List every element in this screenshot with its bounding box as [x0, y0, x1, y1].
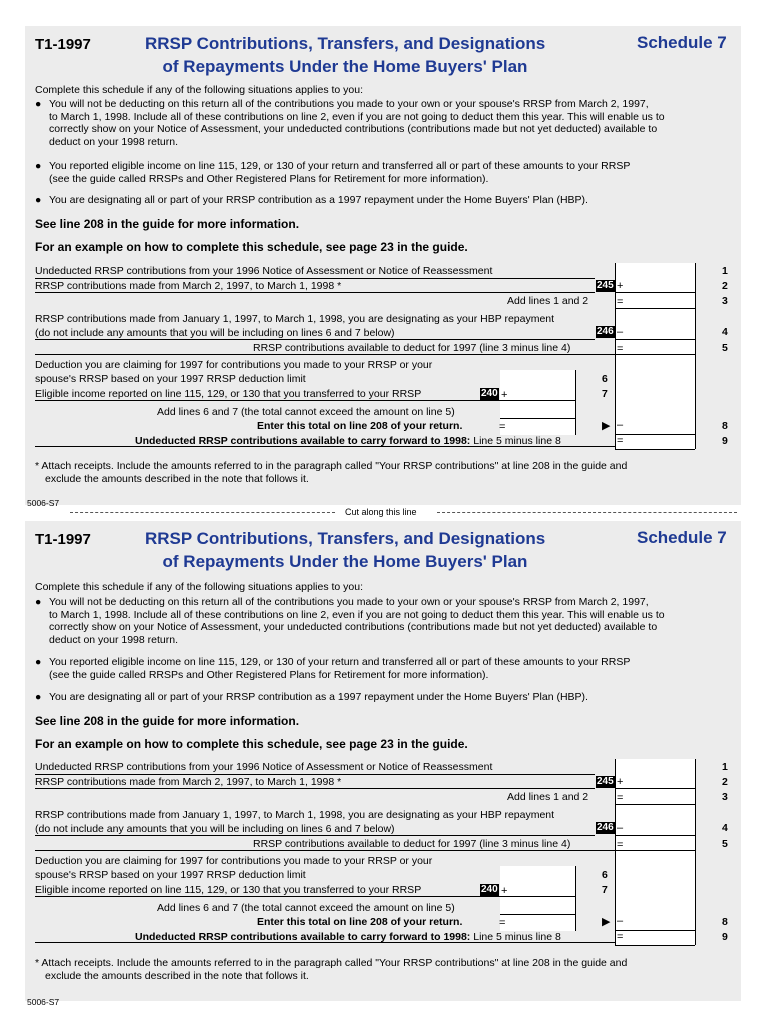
schedule-label: Schedule 7: [637, 528, 727, 547]
bullet1-line: correctly show on your Notice of Assessment, your undeducted contributions (contributions made but not yet deducted) available to: [49, 621, 658, 634]
equals-sign: =: [617, 435, 624, 447]
inner-amount-column: [500, 370, 575, 435]
line-number: 2: [722, 776, 728, 788]
form-code: 5006-S7: [27, 498, 60, 508]
plus-sign: +: [501, 389, 508, 401]
footnote-line: exclude the amounts described in the note that follows it.: [45, 472, 309, 485]
equals-sign: =: [617, 296, 624, 308]
line-code-245: 245: [597, 280, 614, 291]
line-3-label: Add lines 1 and 2: [507, 295, 589, 307]
line-number: 8: [722, 916, 728, 928]
line-code-240: 240: [481, 884, 498, 895]
line-9-label-calc: Line 5 minus line 8: [473, 435, 561, 447]
line-6-label-b: spouse's RRSP based on your 1997 RRSP deduction limit: [35, 869, 306, 881]
bullet1-line: deduct on your 1998 return.: [49, 135, 179, 148]
line-4-label-b: (do not include any amounts that you will be including on lines 6 and 7 below): [35, 823, 395, 835]
equals-sign: =: [499, 917, 506, 929]
bullet-item-3: ● You are designating all or part of your RRSP contribution as a 1997 repayment under the Home Buyers' Plan (HBP).: [35, 691, 588, 703]
line-number: 3: [722, 295, 728, 307]
bullet3-text: You are designating all or part of your RRSP contribution as a 1997 repayment under the Home Buyers' Plan (HBP).: [49, 691, 588, 703]
line-number: 4: [722, 326, 728, 338]
equals-sign: =: [617, 343, 624, 355]
line-5-label: RRSP contributions available to deduct for 1997 (line 3 minus line 4): [253, 838, 571, 850]
title-line-2: of Repayments Under the Home Buyers' Plan: [162, 552, 528, 571]
minus-sign: –: [617, 326, 624, 338]
line-4-label-a: RRSP contributions made from January 1, 1997, to March 1, 1998, you are designating as your HBP repayment: [35, 809, 555, 821]
bullet1-line: deduct on your 1998 return.: [49, 633, 179, 646]
line-9-label-bold: Undeducted RRSP contributions available to carry forward to 1998:: [135, 931, 471, 943]
line-number: 1: [722, 761, 728, 773]
line-4-label-a: RRSP contributions made from January 1, 1997, to March 1, 1998, you are designating as your HBP repayment: [35, 313, 555, 325]
line-code-245: 245: [597, 776, 614, 787]
arrow-icon: ▶: [602, 420, 611, 432]
example-heading: For an example on how to complete this schedule, see page 23 in the guide.: [35, 737, 468, 751]
line-9-label-calc: Line 5 minus line 8: [473, 931, 561, 943]
line-number: 2: [722, 280, 728, 292]
see-line-heading: See line 208 in the guide for more information.: [35, 714, 300, 728]
see-line-heading: See line 208 in the guide for more information.: [35, 217, 300, 231]
bullet2-line: You reported eligible income on line 115, 129, or 130 of your return and transferred all or part of these amounts to your RRSP: [49, 656, 631, 668]
form-id: T1-1997: [35, 36, 91, 53]
footnote-line: * Attach receipts. Include the amounts referred to in the paragraph called "Your RRSP contributions" at line 208 in the guide and: [35, 957, 628, 969]
schedule-label: Schedule 7: [637, 33, 727, 52]
line-5-label: RRSP contributions available to deduct for 1997 (line 3 minus line 4): [253, 342, 571, 354]
footnote: [35, 460, 627, 485]
inner-amount-column: [500, 866, 575, 931]
line-7-label: Eligible income reported on line 115, 129, or 130 that you transferred to your RRSP: [35, 884, 422, 896]
line-1-label: Undeducted RRSP contributions from your 1996 Notice of Assessment or Notice of Reassessment: [35, 265, 493, 277]
line-number: 5: [722, 838, 728, 850]
line-7-label: Eligible income reported on line 115, 129, or 130 that you transferred to your RRSP: [35, 388, 422, 400]
line-6-label-a: Deduction you are claiming for 1997 for contributions you made to your RRSP or your: [35, 359, 433, 371]
line-4-label-b: (do not include any amounts that you will be including on lines 6 and 7 below): [35, 327, 395, 339]
equals-sign: =: [617, 839, 624, 851]
footnote-line: exclude the amounts described in the note that follows it.: [45, 969, 309, 982]
line-code-246: 246: [597, 326, 614, 337]
form-id: T1-1997: [35, 531, 91, 548]
form-title: [145, 527, 545, 573]
equals-sign: =: [617, 792, 624, 804]
plus-sign: +: [501, 885, 508, 897]
line-number: 7: [602, 884, 608, 896]
line-2-label: RRSP contributions made from March 2, 1997, to March 1, 1998 *: [35, 280, 342, 292]
intro-text: Complete this schedule if any of the following situations applies to you:: [35, 84, 364, 96]
arrow-icon: ▶: [602, 916, 611, 928]
bullet2-line: (see the guide called RRSPs and Other Registered Plans for Retirement for more information).: [49, 172, 489, 185]
example-heading: For an example on how to complete this schedule, see page 23 in the guide.: [35, 240, 468, 254]
bullet1-line: to March 1, 1998. Include all of these contributions on line 2, even if you are not going to deduct them this year. This will enable us to: [49, 608, 665, 621]
line-8-label-b: Enter this total on line 208 of your return.: [257, 420, 463, 432]
bullet-item-3: ● You are designating all or part of your RRSP contribution as a 1997 repayment under the Home Buyers' Plan (HBP).: [35, 194, 588, 206]
bullet1-line: to March 1, 1998. Include all of these contributions on line 2, even if you are not going to deduct them this year. This will enable us to: [49, 110, 665, 123]
form-title: [145, 32, 545, 78]
line-number: 9: [722, 931, 728, 943]
line-9-label-bold: Undeducted RRSP contributions available to carry forward to 1998:: [135, 435, 471, 447]
footnote-line: * Attach receipts. Include the amounts referred to in the paragraph called "Your RRSP contributions" at line 208 in the guide and: [35, 460, 628, 472]
cut-line-text: Cut along this line: [345, 507, 417, 517]
form-copy-top: [25, 26, 741, 508]
cut-line: [25, 507, 741, 517]
bullet1-line: You will not be deducting on this return all of the contributions you made to your own or your spouse's RRSP from March 2, 1997,: [49, 98, 649, 110]
bullet-item-2: ● You reported eligible income on line 115, 129, or 130 of your return and transferred all or part of these amounts to your RRSP (see the guide called RRSPs and Other Registered Plans for Retirement for more information).: [35, 656, 631, 681]
line-8-label-b: Enter this total on line 208 of your return.: [257, 916, 463, 928]
line-8-label-a: Add lines 6 and 7 (the total cannot exceed the amount on line 5): [157, 902, 455, 914]
plus-sign: +: [617, 280, 624, 292]
plus-sign: +: [617, 776, 624, 788]
line-2-label: RRSP contributions made from March 2, 1997, to March 1, 1998 *: [35, 776, 342, 788]
equals-sign: =: [617, 931, 624, 943]
intro-text: Complete this schedule if any of the following situations applies to you:: [35, 581, 364, 593]
line-1-label: Undeducted RRSP contributions from your 1996 Notice of Assessment or Notice of Reassessment: [35, 761, 493, 773]
line-number: 1: [722, 265, 728, 277]
bullet-item-1: ● You will not be deducting on this return all of the contributions you made to your own or your spouse's RRSP from March 2, 1997, to March 1, 1998. Include all of these contributions on line 2, even if you are not going to deduct them this year. This will enable us to correctly show on your Notice of Assessment, your undeducted contributions (contributions made but not yet deducted) available to deduct on your 1998 return.: [35, 596, 665, 646]
line-number: 3: [722, 791, 728, 803]
line-code-240: 240: [481, 388, 498, 399]
minus-sign: –: [617, 419, 624, 431]
bullet2-line: (see the guide called RRSPs and Other Registered Plans for Retirement for more information).: [49, 668, 489, 681]
equals-sign: =: [499, 421, 506, 433]
title-line-1: RRSP Contributions, Transfers, and Designations: [145, 529, 546, 548]
line-number: 8: [722, 420, 728, 432]
title-line-2: of Repayments Under the Home Buyers' Plan: [162, 57, 528, 76]
form-copy-bottom: [25, 521, 741, 1007]
minus-sign: –: [617, 822, 624, 834]
bullet1-line: correctly show on your Notice of Assessment, your undeducted contributions (contributions made but not yet deducted) available to: [49, 123, 658, 136]
line-number: 9: [722, 435, 728, 447]
line-number: 4: [722, 822, 728, 834]
line-number: 6: [602, 373, 608, 385]
amount-column: [615, 759, 695, 945]
footnote: [35, 957, 627, 982]
minus-sign: –: [617, 915, 624, 927]
bullet2-line: You reported eligible income on line 115, 129, or 130 of your return and transferred all or part of these amounts to your RRSP: [49, 160, 631, 172]
line-3-label: Add lines 1 and 2: [507, 791, 589, 803]
title-line-1: RRSP Contributions, Transfers, and Designations: [145, 34, 546, 53]
line-number: 6: [602, 869, 608, 881]
line-code-246: 246: [597, 822, 614, 833]
bullet1-line: You will not be deducting on this return all of the contributions you made to your own or your spouse's RRSP from March 2, 1997,: [49, 596, 649, 608]
bullet-item-2: ● You reported eligible income on line 115, 129, or 130 of your return and transferred all or part of these amounts to your RRSP (see the guide called RRSPs and Other Registered Plans for Retirement for more information).: [35, 160, 631, 185]
bullet3-text: You are designating all or part of your RRSP contribution as a 1997 repayment under the Home Buyers' Plan (HBP).: [49, 194, 588, 206]
line-number: 5: [722, 342, 728, 354]
form-code: 5006-S7: [27, 997, 60, 1007]
amount-column: [615, 263, 695, 449]
line-6-label-b: spouse's RRSP based on your 1997 RRSP deduction limit: [35, 373, 306, 385]
bullet-item-1: ● You will not be deducting on this return all of the contributions you made to your own or your spouse's RRSP from March 2, 1997, to March 1, 1998. Include all of these contributions on line 2, even if you are not going to deduct them this year. This will enable us to correctly show on your Notice of Assessment, your undeducted contributions (contributions made but not yet deducted) available to deduct on your 1998 return.: [35, 98, 665, 148]
line-number: 7: [602, 388, 608, 400]
line-8-label-a: Add lines 6 and 7 (the total cannot exceed the amount on line 5): [157, 406, 455, 418]
line-6-label-a: Deduction you are claiming for 1997 for contributions you made to your RRSP or your: [35, 855, 433, 867]
